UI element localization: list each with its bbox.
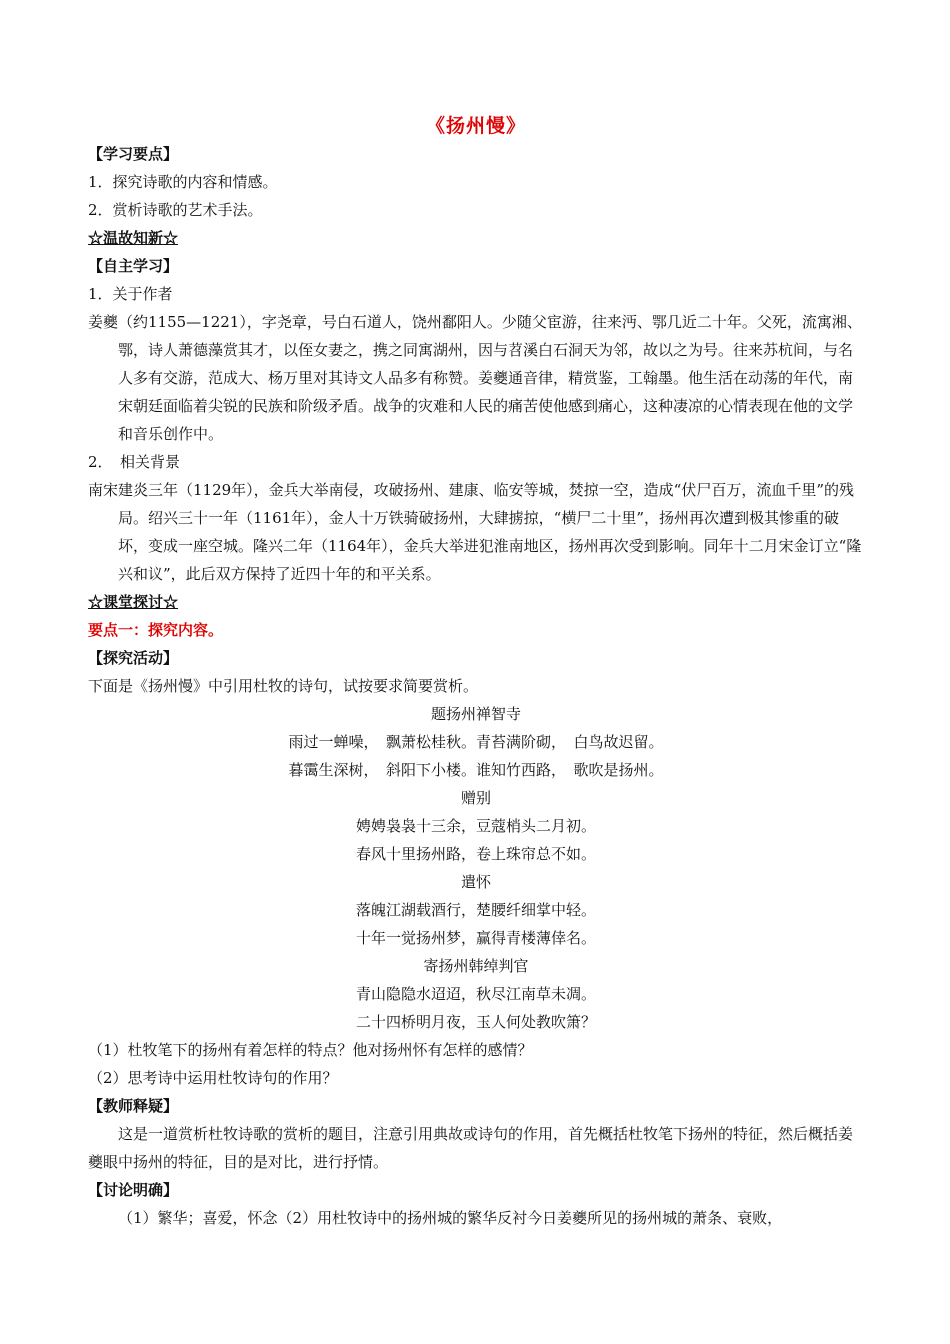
author-heading: 1．关于作者 — [88, 285, 173, 303]
poem-line: 娉娉袅袅十三余，豆蔻梢头二月初。 — [355, 817, 596, 835]
study-points-heading: 【学习要点】 — [88, 145, 179, 163]
discussion-heading: 【讨论明确】 — [88, 1181, 179, 1199]
study-point-item: 1．探究诗歌的内容和情感。 — [88, 173, 278, 191]
document-page — [88, 112, 864, 1232]
question-item: （1）杜牧笔下的扬州有着怎样的特点？他对扬州怀有怎样的感情？ — [88, 1041, 533, 1059]
key-point-one: 要点一：探究内容。 — [88, 621, 224, 639]
background-heading: 2． 相关背景 — [88, 453, 181, 471]
class-heading: ☆课堂探讨☆ — [88, 593, 179, 611]
question-item: （2）思考诗中运用杜牧诗句的作用？ — [88, 1069, 338, 1087]
teacher-text: 这是一道赏析杜牧诗歌的赏析的题目，注意引用典故或诗句的作用，首先概括杜牧笔下扬州的特征，然后概括姜夔眼中扬州的特征，目的是对比，进行抒情。 — [88, 1125, 854, 1171]
poem-line: 青山隐隐水迢迢，秋尽江南草未凋。 — [355, 985, 596, 1003]
poem-line: 春风十里扬州路，卷上珠帘总不如。 — [355, 845, 596, 863]
poem-title: 题扬州禅智寺 — [430, 705, 521, 723]
review-heading: ☆温故知新☆ — [88, 229, 179, 247]
poem-title: 遣怀 — [460, 873, 491, 891]
poem-line: 二十四桥明月夜，玉人何处教吹箫？ — [355, 1013, 596, 1031]
self-study-heading: 【自主学习】 — [88, 257, 179, 275]
poem-line: 落魄江湖载酒行，楚腰纤细掌中轻。 — [355, 901, 596, 919]
study-point-item: 2．赏析诗歌的艺术手法。 — [88, 201, 263, 219]
poem-line: 雨过一蝉噪， 飘萧松桂秋。青苔满阶砌， 白鸟故迟留。 — [288, 733, 664, 751]
poem-title: 赠别 — [460, 789, 491, 807]
author-text: 姜夔（约1155—1221），字尧章，号白石道人，饶州鄱阳人。少随父宦游，往来沔、鄂几近二十年。父死，流寓湘、鄂，诗人萧德藻赏其才，以侄女妻之，携之同寓湖州，因与苕溪白石洞天为邻，故以之为号。往来苏杭间，与名人多有交游，范成大、杨万里对其诗文人品多有称赞。姜夔通音律，精赏鉴，工翰墨。他生活在动荡的年代，南宋朝廷面临着尖锐的民族和阶级矛盾。战争的灾难和人民的痛苦使他感到痛心，这种凄凉的心情表现在他的文学和音乐创作中。 — [88, 313, 862, 443]
poem-line: 暮霭生深树， 斜阳下小楼。谁知竹西路， 歌吹是扬州。 — [288, 761, 664, 779]
activity-intro: 下面是《扬州慢》中引用杜牧的诗句，试按要求简要赏析。 — [88, 677, 479, 695]
poem-line: 十年一觉扬州梦，赢得青楼薄倖名。 — [355, 929, 596, 947]
background-text: 南宋建炎三年（1129年），金兵大举南侵，攻破扬州、建康、临安等城，焚掠一空，造成“伏尸百万，流血千里”的残局。绍兴三十一年（1161年），金人十万铁骑破扬州，大肆掳掠，“横尸二十里”，扬州再次遭到极其惨重的破坏，变成一座空城。隆兴二年（1164年），金兵大举进犯淮南地区，扬州再次受到影响。同年十二月宋金订立“隆兴和议”，此后双方保持了近四十年的和平关系。 — [88, 481, 862, 583]
discussion-text: （1）繁华；喜爱，怀念（2）用杜牧诗中的扬州城的繁华反衬今日姜夔所见的扬州城的萧条、衰败， — [118, 1209, 783, 1227]
teacher-heading: 【教师释疑】 — [88, 1097, 179, 1115]
page-title: 《扬州慢》 — [425, 115, 526, 137]
poem-title: 寄扬州韩绰判官 — [423, 957, 529, 975]
activity-heading: 【探究活动】 — [88, 649, 179, 667]
